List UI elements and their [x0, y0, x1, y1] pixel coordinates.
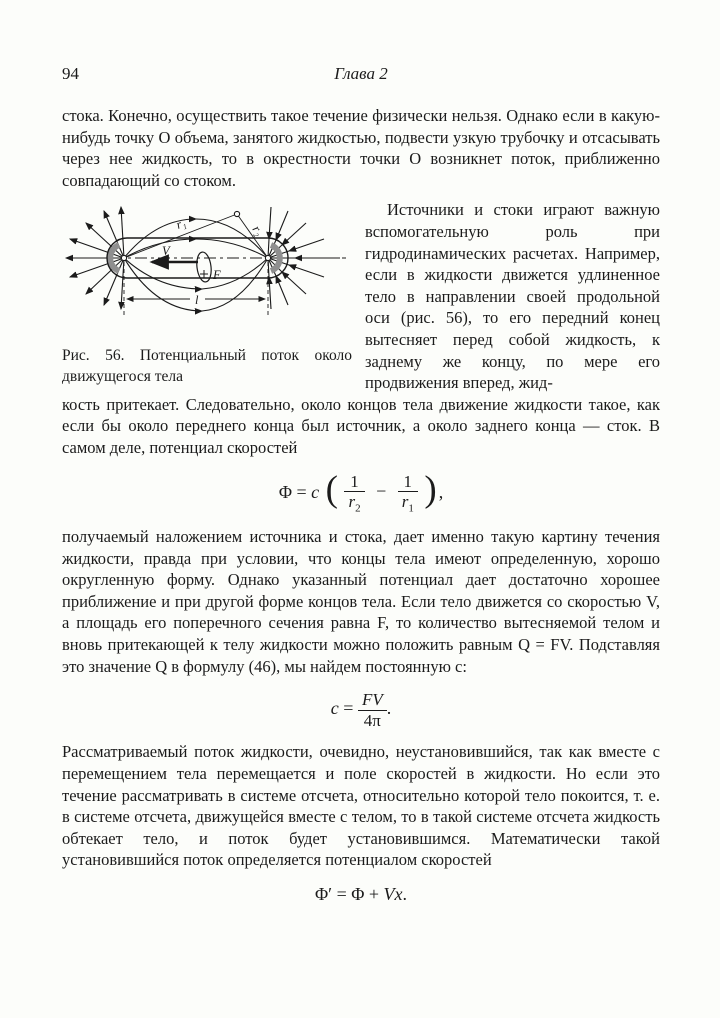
f1-open-paren: (	[325, 469, 338, 511]
f1-r2-base: r	[348, 492, 356, 512]
chapter-title: Глава 2	[334, 64, 388, 83]
page-header	[62, 64, 660, 84]
r2-line	[237, 214, 268, 258]
potential-flow-diagram	[62, 199, 352, 337]
f2-denominator: 4π	[363, 710, 381, 730]
f1-r1-base: r	[401, 492, 409, 512]
f2-equals: =	[338, 698, 358, 719]
f2-numerator: FV	[358, 690, 387, 711]
page-number: 94	[62, 64, 79, 83]
source-flow-rays	[66, 207, 124, 309]
f3-lead: Φ′ = Φ +	[314, 883, 384, 904]
cross-section-center-mark	[200, 270, 208, 278]
r2-label: r₂	[249, 223, 267, 239]
f1-den-2	[398, 492, 418, 515]
paragraph-1: стока. Конечно, осуществить такое течение физически нельзя. Однако если в какую-нибудь точку O объема, занятого жидкостью, подвести узкую трубочку и отсасывать через нее жидкость, то в окрестности точки O возникнет поток, приближенно совпадающий со стоком.	[62, 106, 660, 190]
r1-label: r₁	[174, 215, 188, 233]
f3-vx: Vx	[383, 883, 403, 904]
formula-velocity-potential	[62, 469, 660, 516]
length-label: l	[195, 293, 199, 308]
f3-period: .	[402, 883, 408, 904]
area-f-label: F	[213, 268, 221, 283]
paragraph-4: Рассматриваемый поток жидкости, очевидно, неустановившийся, так как вместе с перемещением тела перемещается и поле скоростей в жидкости. Но если это течение рассматривать в системе отсчета, относительно которой тело покоится, т. е. в системе отсчета, движущейся вместе с телом, то в такой системе отсчета жидкость обтекает тело, и поток будет установившимся. Математически такой установившийся поток определяется потенциалом скоростей	[62, 742, 660, 870]
figure-56	[62, 199, 352, 393]
paragraph-2-continued: кость притекает. Следовательно, около концов тела движение жидкости такое, как если бы около переднего конца был источник, а около заднего конца — сток. В самом деле, потенциал скоростей	[62, 394, 660, 457]
f1-num-2: 1	[398, 472, 418, 493]
field-point	[234, 212, 239, 217]
f2-fraction	[358, 690, 387, 730]
f1-minus: −	[376, 481, 387, 502]
velocity-label: V	[162, 244, 170, 259]
f2-period: .	[386, 698, 392, 719]
formula-steady-potential	[62, 884, 660, 905]
f1-r1-sub: 1	[408, 502, 414, 515]
paragraph-3: получаемый наложением источника и стока, дает именно такую картину течения жидкости, правда при условии, что концы тела имеют определенную, хорошо округленную форму. Однако указанный потенциал дает достаточно хорошее приближение и при другой форме концов тела. Если тело движется со скоростью V, а площадь его поперечного сечения равна F, то количество вытесняемой телом и вновь притекающей к телу жидкости можно положить равным Q = FV. Подставляя это значение Q в формулу (46), мы найдем постоянную c:	[62, 527, 660, 676]
sink-point	[265, 256, 270, 261]
figure-text-row	[62, 199, 660, 393]
f1-num-1: 1	[344, 472, 364, 493]
f1-fraction-2	[398, 472, 418, 516]
f1-fraction-1	[344, 472, 364, 516]
f2-c: c	[330, 698, 339, 719]
f1-close-paren: )	[424, 469, 437, 511]
f1-lhs: Φ =	[278, 481, 312, 502]
f1-constant-c: c	[311, 481, 320, 502]
f1-den-1	[344, 492, 364, 515]
paragraph-2-column: Источники и стоки играют важную вспомогательную роль при гидродинамических расчетах. Например, если в жидкости движется удлиненное тело в направлении своей продольной оси (рис. 56), то его передний конец вытесняет перед собой жидкость, к заднему же концу, по мере его продвижения вперед, жид-	[365, 200, 660, 393]
source-point	[121, 256, 126, 261]
f1-r2-sub: 2	[355, 502, 361, 515]
f1-comma: ,	[438, 481, 444, 502]
formula-constant-c	[62, 690, 660, 730]
figure-caption: Рис. 56. Потенциальный поток около движущегося тела	[62, 347, 352, 385]
